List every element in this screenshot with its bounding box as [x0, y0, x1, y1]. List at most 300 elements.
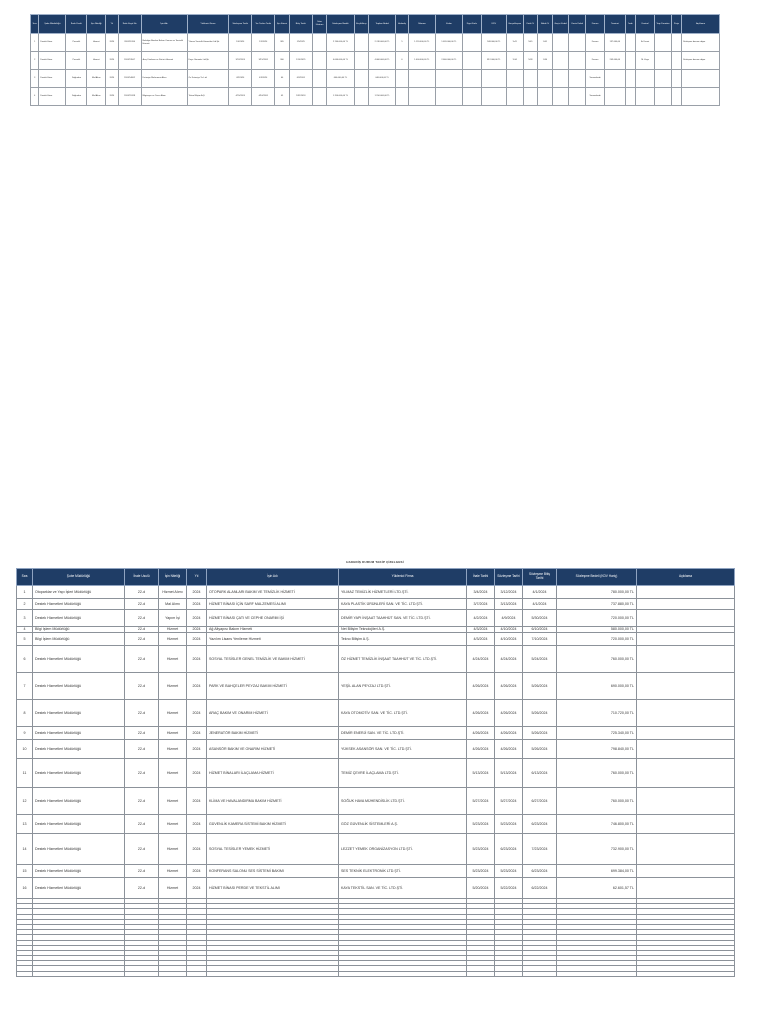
table-row	[17, 788, 735, 815]
table-cell: Destek Hizmetleri Müdürlüğü	[33, 599, 125, 610]
table-cell: 22-d	[125, 727, 159, 740]
table-cell: 5/23/2024	[467, 834, 495, 865]
table-cell: Mal Alımı	[87, 88, 106, 106]
table-cell: 760.000,00 TL	[557, 788, 637, 815]
table-cell: 22-d	[125, 627, 159, 633]
table-cell	[625, 34, 635, 52]
table-cell: 22-d	[125, 878, 159, 899]
table-cell	[312, 70, 327, 88]
table-cell: %41	[538, 34, 553, 52]
table-cell: 798.840,00 TL	[557, 740, 637, 759]
table-cell: 1.620.000,00 TL	[435, 34, 462, 52]
table-cell: 4/26/2024	[467, 700, 495, 727]
table-cell: 2024	[187, 759, 207, 788]
sheet-lower	[16, 556, 734, 977]
table-cell	[625, 70, 635, 88]
column-header: Hakediş	[396, 15, 409, 34]
table-row	[17, 599, 735, 610]
table-cell: 2024	[106, 52, 119, 70]
table-cell	[637, 834, 735, 865]
table-cell: YILMAZ TEMİZLİK HİZMETLERİ LTD.ŞTİ.	[339, 586, 467, 599]
empty-cell	[207, 971, 339, 976]
column-header: Yapı Denetim	[655, 15, 672, 34]
table-cell: 5/23/2024	[495, 815, 523, 834]
table-cell	[671, 52, 681, 70]
column-header: Teminat	[604, 15, 625, 34]
table-cell: %38	[523, 52, 538, 70]
empty-cell	[33, 971, 125, 976]
table-cell: 2.660.000,00 TL	[435, 52, 462, 70]
table-cell: 2	[31, 52, 39, 70]
table-cell: Hizmet	[159, 700, 187, 727]
column-header: Şube Müdürlüğü	[39, 15, 66, 34]
table-cell	[636, 88, 655, 106]
table-cell	[523, 70, 538, 88]
table-cell	[463, 34, 482, 52]
column-header: İşin Niteliği	[159, 569, 187, 586]
column-header: İşin Adı	[207, 569, 339, 586]
table-cell: 2024	[187, 834, 207, 865]
column-header: Açıklama	[682, 15, 720, 34]
table-row	[17, 700, 735, 727]
table-cell: 5	[396, 34, 409, 52]
empty-cell	[125, 971, 159, 976]
table-cell: 780.000,00 TL	[557, 586, 637, 599]
table-cell: Destek Hizm.	[39, 88, 66, 106]
table-cell: 7	[17, 673, 33, 700]
table-cell: 22-d	[125, 599, 159, 610]
table-cell: 4/1/2024	[523, 599, 557, 610]
table-cell: 22-d	[125, 633, 159, 646]
table-cell	[637, 740, 735, 759]
table-cell: 2.740.000,00 TL	[369, 34, 396, 52]
table-cell: 4/26/2024	[495, 727, 523, 740]
table-cell	[354, 70, 369, 88]
table-cell: 22-d	[125, 610, 159, 627]
table-cell: 4	[17, 627, 33, 633]
table-cell: Tamamlandı	[586, 88, 605, 106]
table-cell	[625, 52, 635, 70]
column-header: İade	[625, 15, 635, 34]
table-cell: 2024	[187, 673, 207, 700]
column-header: Kalan	[435, 15, 462, 34]
table-cell	[506, 88, 523, 106]
column-header: Sözleşme Tarihi	[495, 569, 523, 586]
table-cell: 203.000,00	[604, 52, 625, 70]
table-cell: 3/12/2024	[495, 586, 523, 599]
table-cell: 1.150.000,00 TL	[327, 88, 354, 106]
column-header: Ödenen	[408, 15, 435, 34]
table-cell: 2024/11204	[118, 34, 141, 52]
table-cell	[463, 70, 482, 88]
table-cell: 5/27/2024	[467, 788, 495, 815]
table-cell: ASANSÖR BAKIM VE ONARIM HİZMETİ	[207, 740, 339, 759]
table-cell: PARK VE BAHÇELER PEYZAJ BAKIM HİZMETİ	[207, 673, 339, 700]
table-cell: 2.740.000,00 TL	[327, 34, 354, 52]
column-header: İhale Kayıt No	[118, 15, 141, 34]
table-row	[17, 834, 735, 865]
table-cell: 1/4/2024	[229, 34, 252, 52]
table-cell: Destek Hizmetleri Müdürlüğü	[33, 727, 125, 740]
table-cell: Hizmet	[159, 633, 187, 646]
column-header: Sıra	[17, 569, 33, 586]
sheet-title: HAKEDİŞ DURUM TAKİP ÇİZELGESİ	[346, 560, 404, 564]
table-cell: HİZMET BİNASI İÇİN SARF MALZEMESİ ALIMI	[207, 599, 339, 610]
table-cell: Net Bilişim Teknolojileri A.Ş.	[339, 627, 467, 633]
table-cell: Hizmet	[159, 788, 187, 815]
table-cell: 137.000,00	[604, 34, 625, 52]
table-cell: 60	[275, 70, 290, 88]
table-cell: 1	[17, 586, 33, 599]
table-cell: 4/26/2024	[495, 700, 523, 727]
column-header: Sözleşme Bedeli	[327, 15, 354, 34]
table-cell: 580.000,00 TL	[557, 627, 637, 633]
table-row	[31, 34, 720, 52]
table-cell: 6/23/2024	[523, 865, 557, 878]
table-cell	[552, 34, 569, 52]
table-cell	[538, 70, 553, 88]
table-cell: ARAÇ BAKIM VE ONARIM HİZMETİ	[207, 700, 339, 727]
table-cell: Destek Hizmetleri Müdürlüğü	[33, 834, 125, 865]
table-cell: Destek Hizmetleri Müdürlüğü	[33, 700, 125, 727]
table-cell: 4	[31, 88, 39, 106]
table-cell: 3/15/2024	[252, 52, 275, 70]
table-row	[17, 815, 735, 834]
table-cell: HİZMET BİNASI PERDE VE TEKSTİL ALIMI	[207, 878, 339, 899]
table-cell: Destek Hizm.	[39, 52, 66, 70]
table-cell: Pazarlık	[66, 52, 87, 70]
table-cell	[637, 586, 735, 599]
table-cell: 1.150.000,00 TL	[369, 88, 396, 106]
table-cell	[523, 88, 538, 106]
table-cell	[481, 88, 506, 106]
table-cell	[463, 88, 482, 106]
table-cell	[312, 88, 327, 106]
table-cell: 2024	[106, 70, 119, 88]
table-cell	[655, 34, 672, 52]
table-cell: 5/27/2024	[495, 788, 523, 815]
table-cell: 2024	[187, 727, 207, 740]
table-cell: 8	[17, 700, 33, 727]
table-cell: Hizmet	[159, 627, 187, 633]
table-cell: 2	[17, 599, 33, 610]
column-header: İhale Tarihi	[467, 569, 495, 586]
table-cell: 2024/15318	[118, 88, 141, 106]
table-cell	[637, 633, 735, 646]
table-cell	[408, 88, 435, 106]
table-cell: 45	[275, 88, 290, 106]
table-cell: 4/26/2024	[467, 740, 495, 759]
table-cell: 22-d	[125, 759, 159, 788]
table-row	[31, 52, 720, 70]
table-cell: 760.000,00 TL	[557, 646, 637, 673]
table-row	[17, 740, 735, 759]
table-cell: 2024	[187, 815, 207, 834]
table-cell: 16	[17, 878, 33, 899]
table-cell: 2024	[187, 865, 207, 878]
table-cell: Hizmet	[159, 878, 187, 899]
column-header: Fiyat Farkı	[463, 15, 482, 34]
table-cell: Yapım İşi	[159, 610, 187, 627]
column-header: Yıl	[106, 15, 119, 34]
table-cell: Hizmet	[159, 740, 187, 759]
table-cell: 2024	[187, 610, 207, 627]
table-cell: 5/22/2024	[495, 878, 523, 899]
table-cell: YÜKSEK ASANSÖR SAN. VE TİC. LTD.ŞTİ.	[339, 740, 467, 759]
table-cell	[682, 70, 720, 88]
column-header: Şube Müdürlüğü	[33, 569, 125, 586]
table-cell	[354, 34, 369, 52]
table-cell: 4/26/2024	[495, 673, 523, 700]
table-cell: 4/16/2024	[252, 88, 275, 106]
table-cell	[637, 878, 735, 899]
table-cell	[637, 759, 735, 788]
table-cell: 10	[17, 740, 33, 759]
table-cell: 5/23/2024	[467, 865, 495, 878]
table-cell: HİZMET BİNALARI İLAÇLAMA HİZMETİ	[207, 759, 339, 788]
table-cell: KAYA PLASTİK ÜRÜNLERİ SAN. VE TİC. LTD.ŞTİ.	[339, 599, 467, 610]
table-cell	[637, 599, 735, 610]
table-cell: 4/1/2024	[523, 586, 557, 599]
table-cell	[312, 52, 327, 70]
table-cell	[552, 52, 569, 70]
table-cell	[671, 88, 681, 106]
table-cell: 4/24/2024	[495, 646, 523, 673]
table-cell: SOĞUK HAVA MÜHENDİSLİK LTD.ŞTİ.	[339, 788, 467, 815]
empty-cell	[339, 971, 467, 976]
table-cell: 3/12/2024	[229, 52, 252, 70]
table-cell: GÜVENLİK KAMERA SİSTEMİ BAKIM HİZMETİ	[207, 815, 339, 834]
table-cell: Otoparklar ve Yapı İşleri Müdürlüğü	[33, 586, 125, 599]
table-cell: 2024	[187, 878, 207, 899]
table-cell: 6/23/2024	[523, 815, 557, 834]
column-header: İşin Adı	[141, 15, 187, 34]
table-cell: 22-d	[125, 834, 159, 865]
table-cell	[396, 70, 409, 88]
table-cell: KAYA TEKSTİL SAN. VE TİC. LTD.ŞTİ.	[339, 878, 467, 899]
table-cell: 4/2/2024	[229, 70, 252, 88]
table-cell	[636, 70, 655, 88]
table-row	[17, 759, 735, 788]
table-cell: Destek Hizmetleri Müdürlüğü	[33, 878, 125, 899]
table-cell: 4.060.000,00 TL	[327, 52, 354, 70]
column-header: Süre Uzatımı	[312, 15, 327, 34]
table-cell: 2024	[187, 740, 207, 759]
table-row	[17, 727, 735, 740]
column-header: Sözleşme Tarihi	[229, 15, 252, 34]
table-cell: KAYA OTOMOTİV SAN. VE TİC. LTD.ŞTİ.	[339, 700, 467, 727]
table-cell: 5/23/2024	[495, 865, 523, 878]
table-cell: 5/13/2024	[467, 759, 495, 788]
table-cell	[463, 52, 482, 70]
table-cell: 5/26/2024	[523, 727, 557, 740]
table-cell	[604, 70, 625, 88]
table-cell: 300	[275, 52, 290, 70]
table-cell	[552, 88, 569, 106]
table-cell: Destek Hizmetleri Müdürlüğü	[33, 673, 125, 700]
table-cell: 3/4/2024	[467, 586, 495, 599]
table-cell	[637, 673, 735, 700]
table-cell	[435, 88, 462, 106]
table-cell: Ağ Altyapısı Bakım Hizmeti	[207, 627, 339, 633]
table-cell: 2024	[106, 34, 119, 52]
table-cell: Belediye Binaları Bakım Onarım ve Temizlik Hizmeti	[141, 34, 187, 52]
table-cell: 22-d	[125, 586, 159, 599]
column-header: Sözleşme Bitiş Tarihi	[523, 569, 557, 586]
table-cell: Mal Alımı	[87, 70, 106, 88]
table-cell: Destek Hizmetleri Müdürlüğü	[33, 646, 125, 673]
table-cell: Araç Kiralama ve Sürücü Hizmeti	[141, 52, 187, 70]
table-cell: Kırtasiye Malzemesi Alımı	[141, 70, 187, 88]
table-cell: JENERATÖR BAKIM HİZMETİ	[207, 727, 339, 740]
table-cell: Destek Hizmetleri Müdürlüğü	[33, 815, 125, 834]
table-cell: YEŞİL ALAN PEYZAJ LTD.ŞTİ.	[339, 673, 467, 700]
table-cell: DEMİR ENERJİ SAN. VE TİC. LTD.ŞTİ.	[339, 727, 467, 740]
table-cell: Tekno Bilişim A.Ş.	[339, 633, 467, 646]
table-cell: %34	[538, 52, 553, 70]
table-cell: Yılmaz Temizlik Hizmetleri Ltd.Şti.	[187, 34, 229, 52]
table-cell: 22-d	[125, 815, 159, 834]
table-cell: 14	[17, 834, 33, 865]
table-cell: Hizmet	[87, 52, 106, 70]
table-cell: 6	[396, 52, 409, 70]
table-cell: Hizmet	[159, 759, 187, 788]
table-cell: Destek Hizmetleri Müdürlüğü	[33, 610, 125, 627]
table-cell: 4/10/2024	[495, 633, 523, 646]
table-cell: 4/3/2024	[467, 627, 495, 633]
table-cell: 1.120.000,00 TL	[408, 34, 435, 52]
table-cell: 2024/14602	[118, 70, 141, 88]
empty-cell	[159, 971, 187, 976]
table-cell: 22-d	[125, 673, 159, 700]
column-header: İhale Usulü	[125, 569, 159, 586]
table-cell: Sözleşme devam ediyor	[682, 52, 720, 70]
table-cell: 11	[17, 759, 33, 788]
table-cell	[506, 70, 523, 88]
table-cell	[538, 88, 553, 106]
table-cell: %34	[506, 52, 523, 70]
table-cell: 548.000,00 TL	[481, 34, 506, 52]
table-cell: Mal Alımı	[159, 599, 187, 610]
column-header: Yıl	[187, 569, 207, 586]
table-cell: Hizmet	[159, 646, 187, 673]
table-cell: 4/26/2024	[495, 740, 523, 759]
empty-cell	[557, 971, 637, 976]
empty-cell	[187, 971, 207, 976]
column-header: İşin Niteliği	[87, 15, 106, 34]
table-cell: 1.400.000,00 TL	[408, 52, 435, 70]
table-cell: 1/5/2025	[289, 34, 312, 52]
table-cell: Destek Hizmetleri Müdürlüğü	[33, 788, 125, 815]
table-cell: 6	[17, 646, 33, 673]
table-cell: 2024/13507	[118, 52, 141, 70]
table-cell: Devam	[586, 52, 605, 70]
table-cell: 2024	[187, 586, 207, 599]
table-cell: ÖZ HİZMET TEMİZLİK İNŞAAT TAAHHÜT VE TİC. LTD.ŞTİ.	[339, 646, 467, 673]
table-cell: 5/23/2024	[467, 815, 495, 834]
table-cell: 6/10/2024	[523, 627, 557, 633]
table-cell	[655, 52, 672, 70]
sheet-upper	[30, 14, 720, 106]
table-cell	[671, 34, 681, 52]
table-row	[17, 673, 735, 700]
table-cell	[569, 88, 586, 106]
empty-cell	[467, 971, 495, 976]
table-cell: 4/2/2024	[467, 610, 495, 627]
table-cell: 4/24/2024	[467, 646, 495, 673]
table-row	[17, 878, 735, 899]
column-header: İhale Usulü	[66, 15, 87, 34]
column-header: Sözleşme Bedeli (KDV Hariç)	[557, 569, 637, 586]
table-cell: Tekno Bilişim A.Ş.	[187, 88, 229, 106]
table-cell: Hizmet	[159, 727, 187, 740]
table-cell: Yazılım Lisans Yenileme Hizmeti	[207, 633, 339, 646]
table-cell	[435, 70, 462, 88]
table-cell: 5/20/2024	[467, 878, 495, 899]
table-cell: Hizmet Alımı	[159, 586, 187, 599]
table-cell: Hizmet	[159, 815, 187, 834]
column-header: Nakdi %	[538, 15, 553, 34]
table-cell: 6/13/2024	[523, 759, 557, 788]
table-cell: 1/5/2024	[252, 34, 275, 52]
table-cell: 640.000,00 TL	[327, 70, 354, 88]
table-cell: DEMİR YAPI İNŞAAT TAAHHÜT SAN. VE TİC. LTD.ŞTİ.	[339, 610, 467, 627]
table-cell	[481, 70, 506, 88]
table-cell: KONFERANS SALONU SES SİSTEMİ BAKIMI	[207, 865, 339, 878]
table-cell: Bilgisayar ve Yazıcı Alımı	[141, 88, 187, 106]
table-cell: 7/10/2024	[523, 633, 557, 646]
column-header: Fiziki %	[523, 15, 538, 34]
table-cell	[552, 70, 569, 88]
table-cell: 1	[31, 34, 39, 52]
table-cell: 5/26/2024	[523, 740, 557, 759]
table-cell: TEMİZ ÇEVRE İLAÇLAMA LTD.ŞTİ.	[339, 759, 467, 788]
column-header: Gerçekleşme	[506, 15, 523, 34]
contracts-header-row	[31, 15, 720, 34]
table-cell: Hizmet	[159, 865, 187, 878]
table-cell	[569, 34, 586, 52]
table-cell: 9	[17, 727, 33, 740]
table-row	[31, 88, 720, 106]
table-cell: 6/23/2024	[495, 834, 523, 865]
table-cell: 22-d	[125, 740, 159, 759]
table-cell: 3/7/2024	[467, 599, 495, 610]
table-cell: 5/30/2024	[523, 610, 557, 627]
table-cell: 22-d	[125, 865, 159, 878]
table-cell: GÖZ GÜVENLİK SİSTEMLERİ A.Ş.	[339, 815, 467, 834]
column-header: Keşif Artışı	[354, 15, 369, 34]
table-cell: SOSYAL TESİSLER GENEL TEMİZLİK VE BAKIM HİZMETİ	[207, 646, 339, 673]
table-cell: Bilgi İşlem Müdürlüğü	[33, 627, 125, 633]
table-cell: 760.000,00 TL	[557, 759, 637, 788]
column-header: Durum	[586, 15, 605, 34]
table-cell: 725.340,00 TL	[557, 727, 637, 740]
table-cell: Doğrudan	[66, 88, 87, 106]
table-cell: 5/24/2024	[523, 646, 557, 673]
table-cell: 5/13/2024	[495, 759, 523, 788]
table-cell: 6/22/2024	[523, 878, 557, 899]
table-row	[17, 586, 735, 599]
table-cell: Hizmet	[159, 834, 187, 865]
table-cell: 4/3/2024	[252, 70, 275, 88]
column-header: Proje	[671, 15, 681, 34]
table-row	[17, 610, 735, 627]
column-header: Kontrol	[636, 15, 655, 34]
table-row	[17, 865, 735, 878]
table-cell	[569, 52, 586, 70]
table-cell	[655, 88, 672, 106]
table-cell	[396, 88, 409, 106]
